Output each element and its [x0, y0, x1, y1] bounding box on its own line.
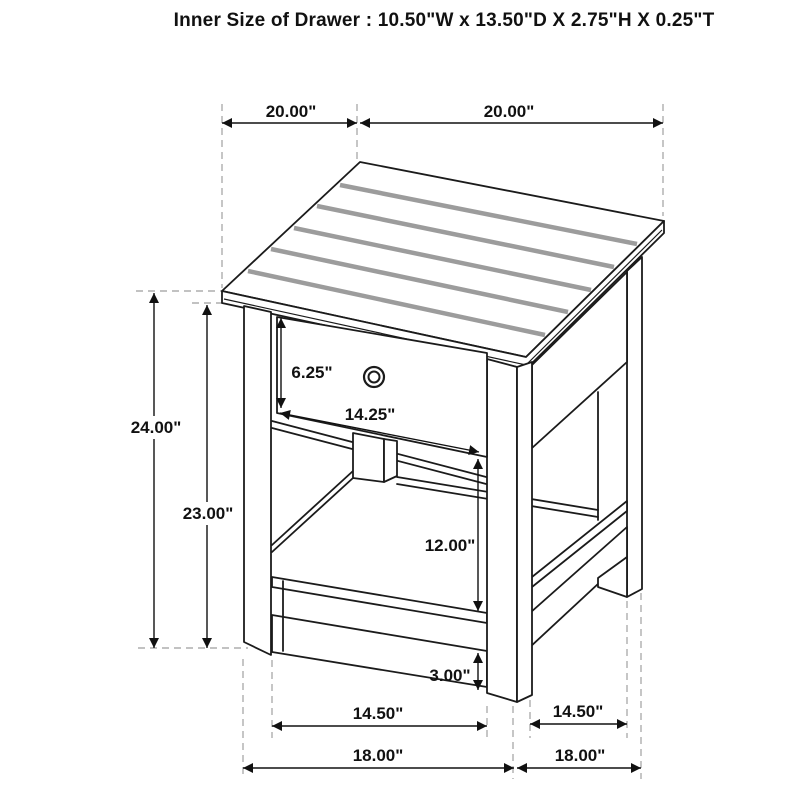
rear-right-leg — [627, 257, 642, 597]
dim-drawer-front-width-label: 14.25" — [344, 405, 396, 424]
table-drawing — [222, 162, 664, 702]
dim-under-top-height-label: 23.00" — [182, 504, 234, 523]
dim-top-depth — [222, 102, 357, 123]
dim-inner-width-front-label: 14.50" — [352, 704, 404, 723]
dim-top-depth-label: 20.00" — [265, 102, 317, 121]
dim-shelf-clearance-label: 12.00" — [424, 536, 476, 555]
dim-overall-width-front-label: 18.00" — [352, 746, 404, 765]
back-leg-post — [353, 433, 384, 482]
dim-top-width-label: 20.00" — [483, 102, 535, 121]
dim-drawer-front-height-label: 6.25" — [291, 363, 333, 382]
dim-inner-width-side — [530, 702, 627, 724]
dim-top-width — [360, 102, 663, 123]
page-title: Inner Size of Drawer : 10.50"W x 13.50"D X 2.75"H X 0.25"T — [173, 10, 715, 31]
dim-overall-height — [123, 293, 190, 648]
dim-overall-height-label: 24.00" — [130, 418, 182, 437]
dim-shelf-clearance — [425, 459, 478, 611]
dim-overall-width-side — [517, 746, 641, 768]
dim-inner-width-front — [272, 704, 487, 726]
front-right-leg-side — [517, 362, 532, 702]
dim-overall-width-front — [243, 746, 514, 768]
front-right-leg — [487, 359, 517, 702]
front-left-leg — [244, 306, 271, 655]
drawer-knob-icon — [364, 367, 384, 387]
shelf-board-edge — [272, 577, 487, 623]
dim-inner-width-side-label: 14.50" — [552, 702, 604, 721]
left-side-rail — [272, 471, 353, 552]
dim-under-top-height — [175, 305, 242, 648]
dim-overall-width-side-label: 18.00" — [554, 746, 606, 765]
back-leg-post-side — [384, 439, 397, 482]
dim-base-height-label: 3.00" — [429, 666, 471, 685]
